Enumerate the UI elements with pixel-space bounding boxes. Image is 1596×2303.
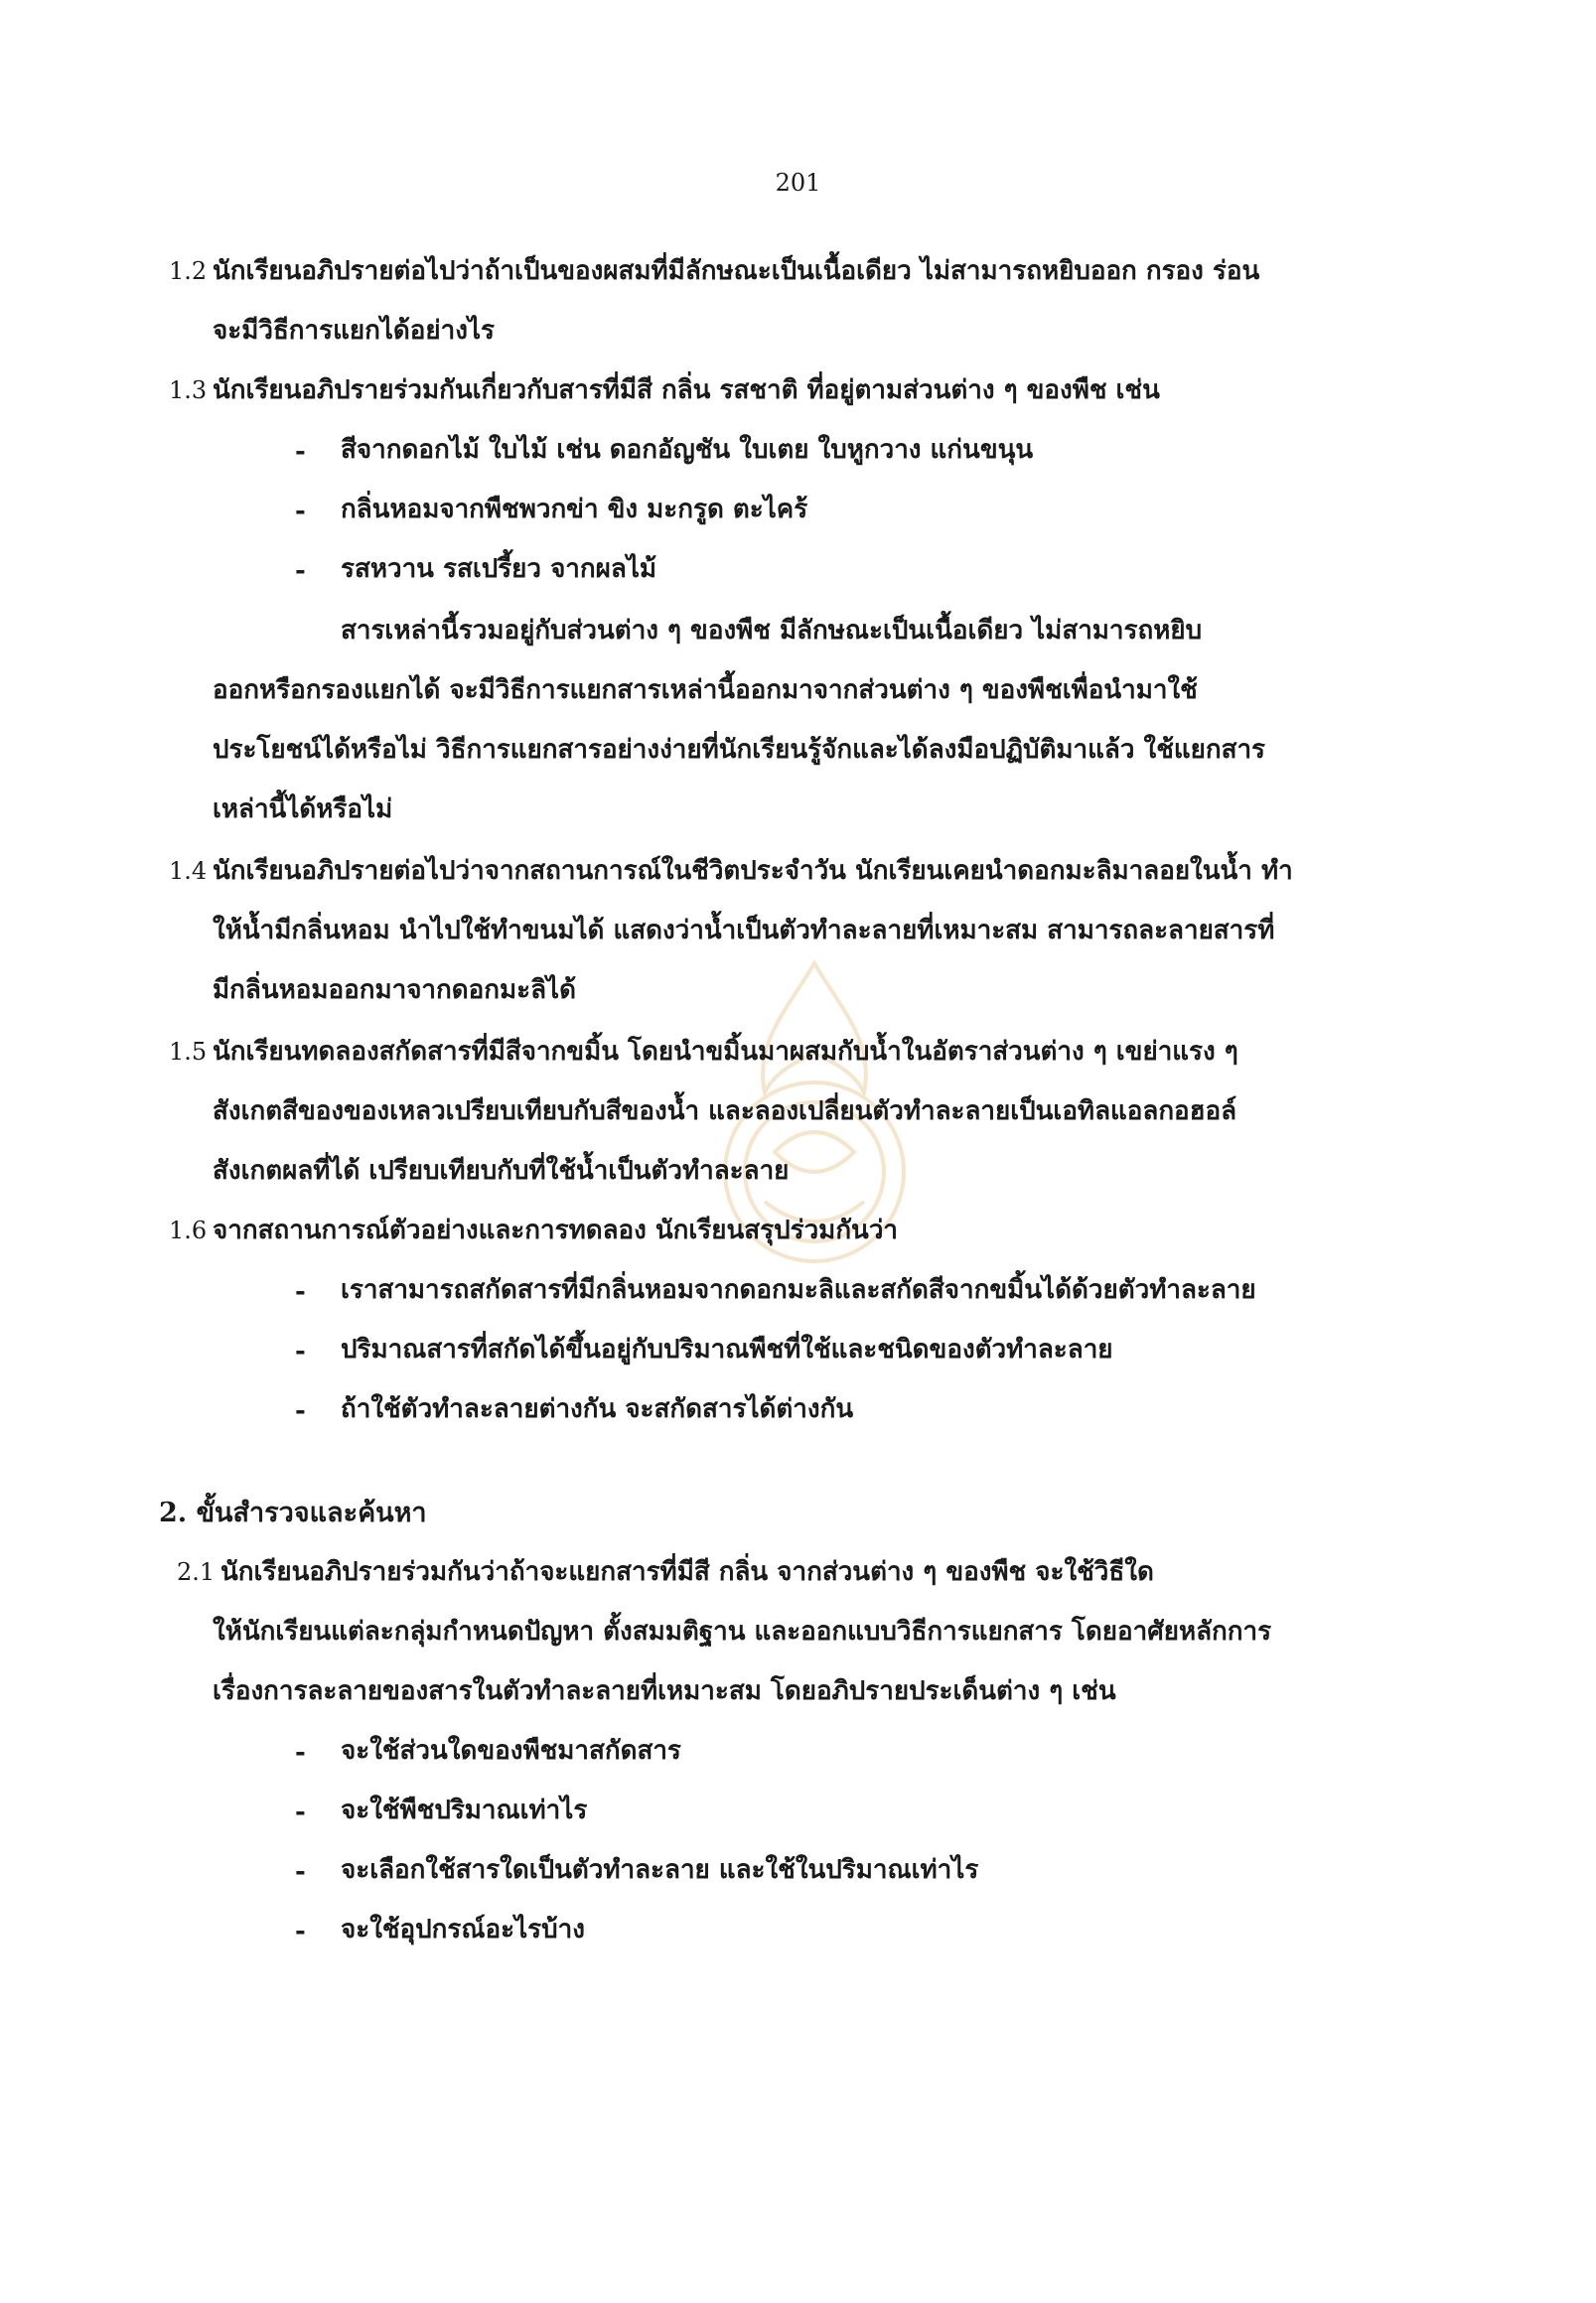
item-1-4-line-1: 1.4 นักเรียนอภิปรายต่อไปว่าจากสถานการณ์ในชีวิตประจำวัน นักเรียนเคยนำดอกมะลิมาลอยในน้ำ ทำ	[169, 856, 1293, 886]
bullet-dash: -	[295, 497, 306, 526]
item-2-1-line-2: ให้นักเรียนแต่ละกลุ่มกำหนดปัญหา ตั้งสมมติฐาน และออกแบบวิธีการแยกสาร โดยอาศัยหลักการ	[213, 1617, 1272, 1647]
item-1-6-line-1: 1.6 จากสถานการณ์ตัวอย่างและการทดลอง นักเรียนสรุปร่วมกันว่า	[169, 1216, 899, 1245]
item-number: 1.2	[169, 257, 208, 285]
item-1-3-bullet-2: กลิ่นหอมจากพืชพวกข่า ขิง มะกรูด ตะไคร้	[341, 495, 808, 524]
section-2-heading: 2. ขั้นสำรวจและค้นหา	[159, 1498, 427, 1528]
item-1-2-line-1: 1.2 นักเรียนอภิปรายต่อไปว่าถ้าเป็นของผสมที่มีลักษณะเป็นเนื้อเดียว ไม่สามารถหยิบออก กรอง ร่อน	[169, 256, 1260, 286]
item-2-1-bullet-2: จะใช้พืชปริมาณเท่าไร	[341, 1796, 588, 1825]
item-2-1-bullet-3: จะเลือกใช้สารใดเป็นตัวทำละลาย และใช้ในปริมาณเท่าไร	[341, 1855, 979, 1885]
item-1-6-bullet-2: ปริมาณสารที่สกัดได้ขึ้นอยู่กับปริมาณพืชที่ใช้และชนิดของตัวทำละลาย	[341, 1335, 1113, 1365]
item-2-1-bullet-4: จะใช้อุปกรณ์อะไรบ้าง	[341, 1915, 585, 1944]
bullet-dash: -	[295, 1738, 306, 1768]
item-1-6-bullet-3: ถ้าใช้ตัวทำละลายต่างกัน จะสกัดสารได้ต่างกัน	[341, 1394, 854, 1424]
item-1-3-para-line-3: ประโยชน์ได้หรือไม่ วิธีการแยกสารอย่างง่ายที่นักเรียนรู้จักและได้ลงมือปฏิบัติมาแล้ว ใช้แยกสาร	[213, 735, 1266, 765]
bullet-dash: -	[295, 1917, 306, 1946]
item-number: 1.6	[169, 1217, 208, 1244]
item-1-3-line-1: 1.3 นักเรียนอภิปรายร่วมกันเกี่ยวกับสารที่มีสี กลิ่น รสชาติ ที่อยู่ตามส่วนต่าง ๆ ของพืช เช่น	[169, 375, 1160, 405]
page-number: 201	[775, 169, 821, 197]
item-1-5-line-1: 1.5 นักเรียนทดลองสกัดสารที่มีสีจากขมิ้น โดยนำขมิ้นมาผสมกับน้ำในอัตราส่วนต่าง ๆ เขย่าแรง ๆ	[169, 1037, 1238, 1067]
bullet-dash: -	[295, 437, 306, 467]
item-1-3-para-line-4: เหล่านี้ได้หรือไม่	[213, 794, 393, 824]
item-2-1-bullet-1: จะใช้ส่วนใดของพืชมาสกัดสาร	[341, 1736, 681, 1766]
item-1-3-bullet-3: รสหวาน รสเปรี้ยว จากผลไม้	[341, 554, 657, 584]
item-number: 1.3	[169, 376, 208, 404]
item-number: 1.5	[169, 1038, 208, 1066]
item-number: 1.4	[169, 857, 208, 885]
bullet-dash: -	[295, 1798, 306, 1827]
item-number: 2.1	[177, 1558, 216, 1586]
item-1-5-line-2: สังเกตสีของของเหลวเปรียบเทียบกับสีของน้ำ และลองเปลี่ยนตัวทำละลายเป็นเอทิลแอลกอฮอล์	[213, 1096, 1237, 1126]
bullet-dash: -	[295, 1337, 306, 1367]
item-1-3-bullet-1: สีจากดอกไม้ ใบไม้ เช่น ดอกอัญชัน ใบเตย ใบหูกวาง แก่นขนุน	[341, 435, 1034, 465]
bullet-dash: -	[295, 1857, 306, 1887]
item-1-2-line-2: จะมีวิธีการแยกได้อย่างไร	[213, 316, 495, 346]
item-1-3-para-line-1: สารเหล่านี้รวมอยู่กับส่วนต่าง ๆ ของพืช มีลักษณะเป็นเนื้อเดียว ไม่สามารถหยิบ	[341, 616, 1203, 646]
item-1-3-para-line-2: ออกหรือกรองแยกได้ จะมีวิธีการแยกสารเหล่านี้ออกมาจากส่วนต่าง ๆ ของพืชเพื่อนำมาใช้	[213, 675, 1198, 705]
bullet-dash: -	[295, 1277, 306, 1307]
bullet-dash: -	[295, 1396, 306, 1426]
item-1-6-bullet-1: เราสามารถสกัดสารที่มีกลิ่นหอมจากดอกมะลิและสกัดสีจากขมิ้นได้ด้วยตัวทำละลาย	[341, 1275, 1256, 1305]
item-2-1-line-1: 2.1 นักเรียนอภิปรายร่วมกันว่าถ้าจะแยกสารที่มีสี กลิ่น จากส่วนต่าง ๆ ของพืช จะใช้วิธีใด	[177, 1557, 1154, 1587]
item-2-1-line-3: เรื่องการละลายของสารในตัวทำละลายที่เหมาะสม โดยอภิปรายประเด็นต่าง ๆ เช่น	[213, 1676, 1116, 1706]
item-1-4-line-3: มีกลิ่นหอมออกมาจากดอกมะลิได้	[213, 975, 577, 1005]
item-1-4-line-2: ให้น้ำมีกลิ่นหอม นำไปใช้ทำขนมได้ แสดงว่าน้ำเป็นตัวทำละลายที่เหมาะสม สามารถละลายสารที่	[213, 916, 1275, 945]
item-1-5-line-3: สังเกตผลที่ได้ เปรียบเทียบกับที่ใช้น้ำเป็นตัวทำละลาย	[213, 1156, 790, 1186]
bullet-dash: -	[295, 556, 306, 586]
